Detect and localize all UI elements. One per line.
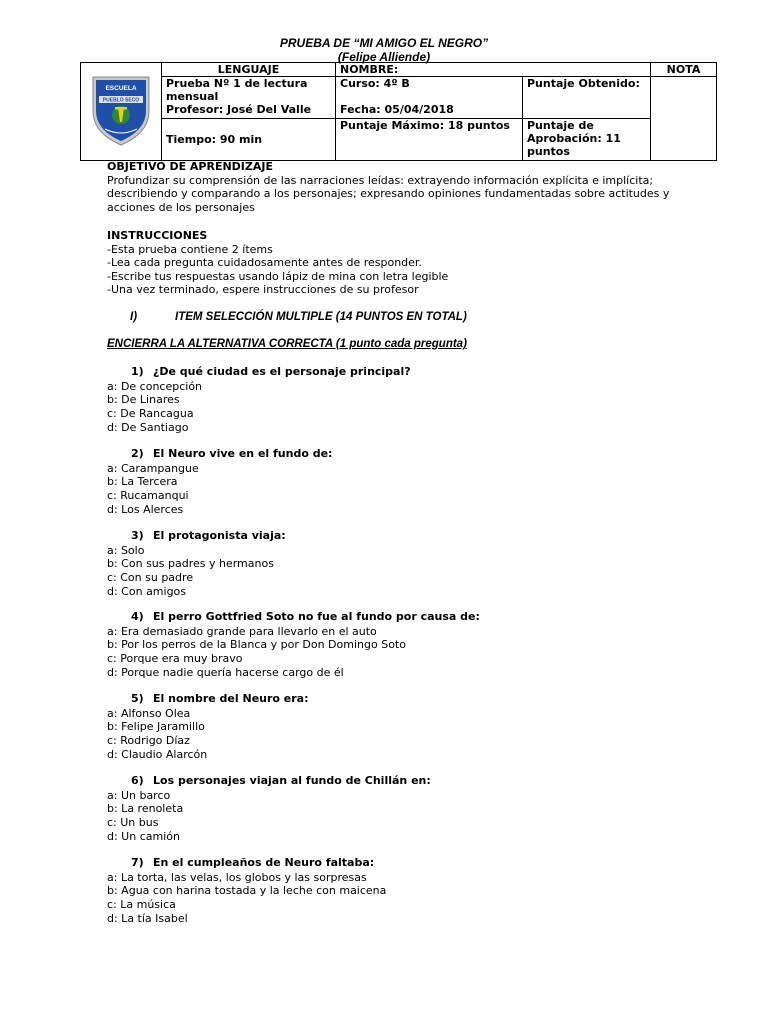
instruction-line: -Una vez terminado, espere instrucciones de su profesor	[107, 283, 419, 297]
cell-puntaje-maximo: Puntaje Máximo: 18 puntos	[336, 119, 523, 161]
question-block	[107, 610, 707, 680]
question-block	[107, 365, 707, 435]
option-item[interactable]: a: La torta, las velas, los globos y las sorpresas	[107, 870, 367, 884]
profesor-label: Profesor: José Del Valle	[166, 103, 312, 116]
cell-puntaje-obtenido: Puntaje Obtenido:	[523, 77, 651, 119]
option-item[interactable]: c: Con su padre	[107, 571, 194, 585]
option-item[interactable]: b: Felipe Jaramillo	[107, 720, 205, 734]
school-logo	[81, 63, 162, 161]
cell-prueba-profesor	[162, 77, 336, 119]
fecha-label: Fecha: 05/04/2018	[340, 103, 454, 116]
option-item[interactable]: d: Porque nadie quería hacerse cargo de él	[107, 665, 344, 679]
option-item[interactable]: c: Un bus	[107, 816, 159, 830]
option-item[interactable]: c: Rodrigo Díaz	[107, 734, 190, 748]
option-item[interactable]: a: Un barco	[107, 788, 171, 802]
option-item[interactable]: a: Era demasiado grande para llevarlo en el auto	[107, 624, 377, 638]
item-number: I)	[130, 311, 138, 323]
instruction-line: -Esta prueba contiene 2 ítems	[107, 242, 273, 256]
item-heading	[130, 311, 467, 323]
objetivo-section	[107, 160, 707, 214]
instruction-line: -Escribe tus respuestas usando lápiz de mina con letra legible	[107, 269, 449, 283]
option-item[interactable]: a: Solo	[107, 543, 145, 557]
item-title: ITEM SELECCIÓN MULTIPLE (14 PUNTOS EN TOTAL)	[175, 311, 467, 323]
option-item[interactable]: b: La Tercera	[107, 475, 178, 489]
question-text: 7) En el cumpleaños de Neuro faltaba:	[131, 856, 375, 869]
curso-label: Curso: 4º B	[340, 77, 410, 90]
question-block	[107, 529, 707, 599]
instruction-line: -Lea cada pregunta cuidadosamente antes de responder.	[107, 256, 422, 270]
logo-band-text: PUEBLO SECO	[102, 97, 140, 104]
option-item[interactable]: b: Por los perros de la Blanca y por Don Domingo Soto	[107, 638, 406, 652]
cell-nota-value[interactable]	[651, 77, 717, 161]
question-block	[107, 856, 707, 926]
cell-nombre: NOMBRE:	[336, 63, 651, 77]
instrucciones-title: INSTRUCCIONES	[107, 229, 208, 242]
option-item[interactable]: d: Con amigos	[107, 584, 187, 598]
option-item[interactable]: b: Agua con harina tostada y la leche con maicena	[107, 884, 387, 898]
option-item[interactable]: a: Alfonso Olea	[107, 706, 191, 720]
document-subtitle: (Felipe Alliende)	[337, 50, 431, 64]
option-item[interactable]: d: Un camión	[107, 829, 180, 843]
option-item[interactable]: b: De Linares	[107, 393, 180, 407]
document-title: PRUEBA DE “MI AMIGO EL NEGRO”	[279, 36, 489, 50]
question-text: 1) ¿De qué ciudad es el personaje principal?	[131, 365, 411, 378]
encierra-instruction: ENCIERRA LA ALTERNATIVA CORRECTA (1 punto cada pregunta)	[107, 338, 467, 350]
option-item[interactable]: c: Porque era muy bravo	[107, 652, 243, 666]
question-block	[107, 692, 707, 762]
school-crest-icon	[85, 71, 157, 149]
option-item[interactable]: c: La música	[107, 898, 176, 912]
option-item[interactable]: d: Los Alerces	[107, 502, 184, 516]
tiempo-label: Tiempo: 90 min	[166, 133, 263, 146]
objetivo-title: OBJETIVO DE APRENDIZAJE	[107, 160, 273, 173]
prueba-label: Prueba Nº 1 de lectura mensual	[166, 77, 308, 103]
option-item[interactable]: c: De Rancagua	[107, 407, 194, 421]
option-item[interactable]: d: De Santiago	[107, 420, 189, 434]
option-item[interactable]: b: Con sus padres y hermanos	[107, 557, 274, 571]
question-text: 3) El protagonista viaja:	[131, 529, 286, 542]
instrucciones-section	[107, 229, 707, 297]
option-item[interactable]: c: Rucamanqui	[107, 489, 189, 503]
cell-puntaje-aprobacion: Puntaje de Aprobación: 11 puntos	[523, 119, 651, 161]
question-text: 6) Los personajes viajan al fundo de Chillán en:	[131, 774, 431, 787]
logo-top-text: ESCUELA	[105, 85, 137, 92]
cell-nota: NOTA	[651, 63, 717, 77]
option-item[interactable]: d: La tía Isabel	[107, 911, 188, 925]
question-text: 5) El nombre del Neuro era:	[131, 692, 309, 705]
question-block	[107, 447, 707, 517]
cell-curso-fecha	[336, 77, 523, 119]
question-block	[107, 774, 707, 844]
option-item[interactable]: a: De concepción	[107, 379, 203, 393]
objetivo-text: Profundizar su comprensión de las narraciones leídas: extrayendo información explícita e implícita; describiendo y comparando a los personajes; expresando opiniones fundamentadas sobre actitudes y acciones de los personajes	[107, 173, 670, 214]
cell-tiempo	[162, 119, 336, 161]
option-item[interactable]: d: Claudio Alarcón	[107, 747, 208, 761]
cell-lenguaje: LENGUAJE	[162, 63, 336, 77]
question-text: 2) El Neuro vive en el fundo de:	[131, 447, 333, 460]
question-text: 4) El perro Gottfried Soto no fue al fundo por causa de:	[131, 610, 480, 623]
option-item[interactable]: b: La renoleta	[107, 802, 184, 816]
option-item[interactable]: a: Carampangue	[107, 461, 199, 475]
header-table	[80, 62, 717, 161]
